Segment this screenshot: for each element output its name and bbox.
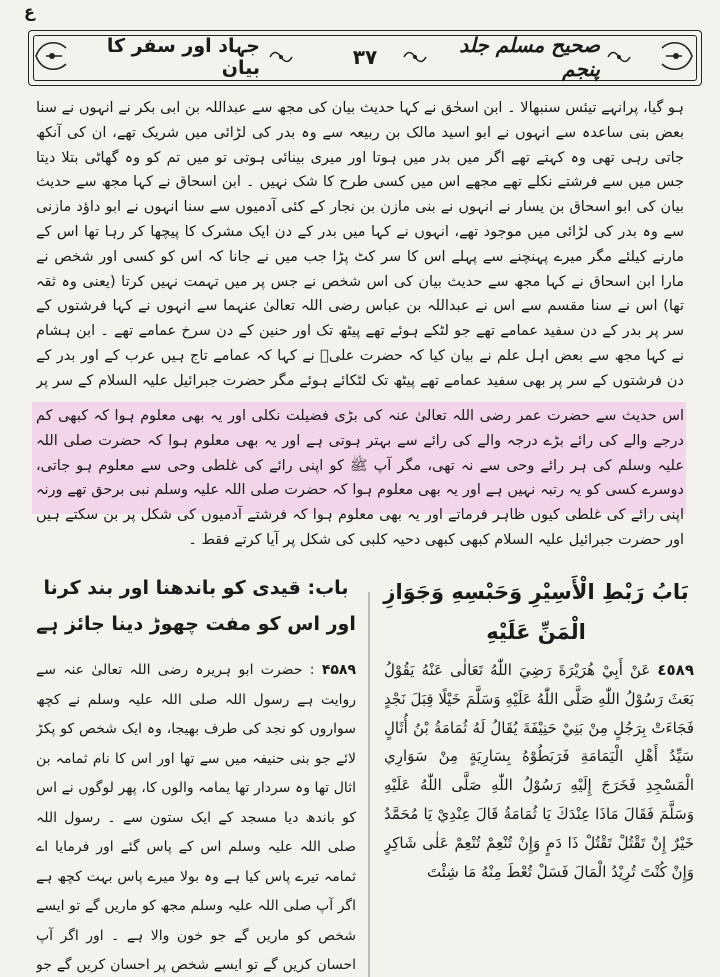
page-number: ۳۷ (352, 45, 378, 69)
flourish-icon (606, 46, 632, 68)
corner-ornament-icon (656, 34, 696, 78)
chapter-heading-arabic: بَابُ رَبْطِ الْأَسِيْرِ وَحَبْسِهِ وَجَوَازِ الْمَنِّ عَلَيْهِ (383, 580, 689, 644)
hadith-number-arabic: ٤٥٨٩ (657, 661, 694, 679)
flourish-icon (268, 46, 294, 68)
arabic-hadith-text (384, 656, 694, 976)
book-title: صحیح مسلم جلد پنجم (459, 33, 600, 81)
page-mark: ع (24, 2, 35, 21)
flourish-icon (402, 46, 428, 68)
urdu-hadith-body: : حضرت ابو ہریرہ رضی اللہ تعالیٰ عنہ سے روایت ہے رسول اللہ صلی اللہ علیہ وسلم نے کچھ سواروں کو نجد کی طرف بھیجا، وہ ایک شخص کو پکڑ لائے جو بنی حنیفہ میں سے تھا اور اس کا نام ثمامہ بن اثال تھا وہ سردار تھا یمامہ والوں کا، پھر لوگوں نے اس کو باندھ دیا مسجد کے ایک ستون سے ۔ رسول اللہ صلی اللہ علیہ وسلم اس کے پاس گئے اور فرمایا اے ثمامہ تیرے پاس کیا ہے وہ بولا میرے پاس بہت کچھ ہے اگر آپ صلی اللہ علیہ وسلم مجھ کو ماریں گے تو ایسے شخص کو ماریں گے جو خون والا ہے ۔ اور اگر آپ احسان کریں گے تو ایسے شخص پر احسان کریں گے جو (36, 662, 356, 973)
chapter-title: جہاد اور سفر کا بیان (106, 35, 260, 79)
urdu-hadith-text (36, 656, 356, 976)
highlighted-commentary-paragraph: اس حدیث سے حضرت عمر رضی اللہ تعالیٰ عنہ کی بڑی فضیلت نکلی اور یہ بھی معلوم ہوا کہ کبھی کم درجے والے کی رائے بڑے درجہ والے کی رائے سے بہتر ہوتی ہے اور یہ بھی معلوم ہوا کہ حضرت صلی اللہ علیہ وسلم کی ہر رائے وحی سے نہ تھی، مگر آپ ﷺ کو اپنی رائے کی غلطی وحی سے معلوم ہو جاتی، دوسرے کسی کو یہ رتبہ نہیں ہے اور یہ بھی معلوم ہوا کہ حضرت صلی اللہ علیہ وسلم نبی برحق تھے ورنہ اپنی رائے کی غلطی کیوں ظاہر فرماتے اور یہ بھی معلوم ہوا کہ فرشتے آدمیوں کی شکل پر بن سکتے ہیں اور حضرت جبرائیل علیہ السلام کبھی کبھی دحیہ کلبی کی شکل پر آیا کرتے فقط ۔ (36, 408, 684, 548)
arabic-hadith-body: عَنْ أَبِيْ هُرَيْرَةَ رَضِيَ اللّٰهُ تَعَالٰى عَنْهُ يَقُوْلُ بَعَثَ رَسُوْلُ اللّٰهِ صَلَّى اللّٰهُ عَلَيْهِ وَسَلَّمَ خَيْلًا قِبَلَ نَجْدٍ فَجَاءَتْ بِرَجُلٍ مِنْ بَنِيْ حَنِيْفَةَ يُقَالُ لَهُ ثُمَامَةُ بْنُ أُثَالٍ سَيِّدُ أَهْلِ الْيَمَامَةِ فَرَبَطُوْهُ بِسَارِيَةٍ مِنْ سَوَارِي الْمَسْجِدِ فَخَرَجَ إِلَيْهِ رَسُوْلُ اللّٰهِ صَلَّى اللّٰهُ عَلَيْهِ وَسَلَّمَ فَقَالَ مَاذَا عِنْدَكَ يَا ثُمَامَةُ قَالَ عِنْدِيْ يَا مُحَمَّدُ خَيْرٌ إِنْ تَقْتُلْ تَقْتُلْ ذَا دَمٍ وَإِنْ تُنْعِمْ تُنْعِمْ عَلٰى شَاكِرٍ وَإِنْ كُنْتَ تُرِيْدُ الْمَالَ فَسَلْ تُعْطَ مِنْهُ مَا شِئْتَ (384, 661, 694, 881)
commentary-paragraph: ہو گیا، پرانہے تیئس سنبھالا ۔ ابن اسحٰق نے کہا حدیث بیان کی مجھ سے عبداللہ بن ابی بکر نے انہوں نے سنا بعض بنی ساعدہ سے انہوں نے ابو اسید مالک بن ربیعہ سے وہ بدر کی لڑائی میں شریک تھے، ان کی آنکھ جاتی رہی تھی وہ کہتے تھے اگر میں بدر میں ہوتا اور میری بینائی ہوتی تو میں تم کو وہ گھاٹی بتلا دیتا جس میں سے فرشتے نکلے تھے مجھے اس میں کسی طرح کا شک نہیں ۔ ابن اسحاق نے کہا مجھ سے حدیث بیان کی ابو اسحاق بن یسار نے انہوں نے بنی مازن بن نجار کے کئی آدمیوں سے سنا انہوں نے ابو داؤد مازنی سے وہ بدر کی لڑائی میں موجود تھے، انہوں نے کہا میں بدر کے دن ایک مشرک کا پیچھا کر رہا تھا اس کے مارنے کیلئے مگر میرے پہنچنے سے پہلے اس کا سر کٹ پڑا جب میں نے جانا کہ اس کو کسی اور شخص نے مارا ابن اسحاق نے کہا مجھ سے حدیث بیان کی اس شخص نے جس پر میں تہمت نہیں کرتا (یعنی وہ ثقہ تھا) اس نے سنا مقسم سے اس نے عبداللہ بن عباس رضی اللہ تعالیٰ عنہما سے انہوں نے کہا فرشتوں کے سر پر بدر کے دن سفید عمامے تھے جو لٹکے ہوئے تھے پیٹھ تک اور حنین کے دن سرخ عمامے تھے ۔ ابن ہشام نے کہا مجھ سے بعض اہل علم نے بیان کیا کہ حضرت علیؓ نے کہا کہ عمامے تاج ہیں عرب کے اور بدر کے دن فرشتوں کے سر پر بھی سفید عمامے تھے پیٹھ تک لٹکائے ہوئے مگر حضرت جبرائیل علیہ السلام کے سر پر (36, 100, 684, 389)
column-divider (368, 592, 370, 977)
chapter-heading-urdu: باب: قیدی کو باندھنا اور بند کرنا اور اس کو مفت چھوڑ دینا جائز ہے (36, 577, 356, 635)
corner-ornament-icon (32, 34, 72, 78)
hadith-number-urdu: ۴۵۸۹ (321, 662, 356, 678)
